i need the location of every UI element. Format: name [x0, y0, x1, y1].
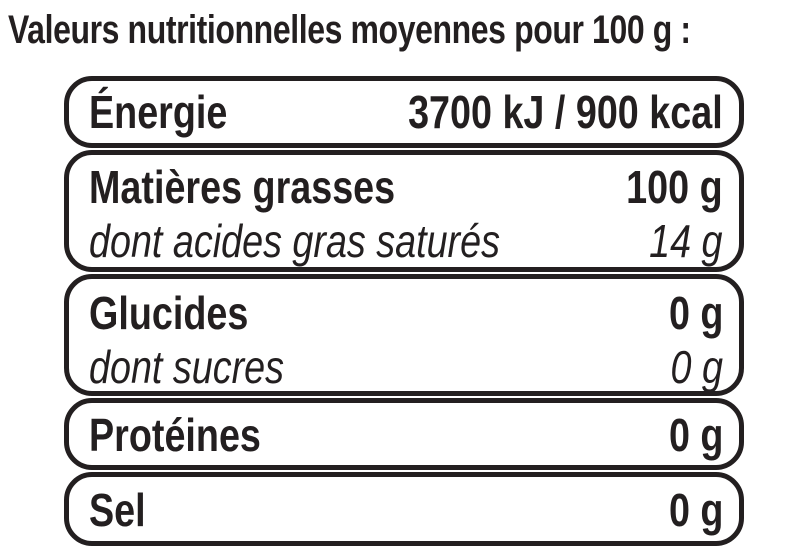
carbohydrates-value: 0 g	[668, 287, 723, 339]
fat-box	[64, 150, 744, 272]
saturated-fat-value: 14 g	[649, 215, 723, 267]
sugars-value: 0 g	[670, 341, 723, 393]
salt-label: Sel	[89, 484, 146, 536]
sugars-label: dont sucres	[89, 341, 284, 393]
protein-value: 0 g	[668, 409, 723, 461]
salt-row	[89, 484, 723, 536]
saturated-fat-row	[89, 215, 723, 267]
saturated-fat-label: dont acides gras saturés	[89, 215, 500, 267]
energy-value: 3700 kJ / 900 kcal	[408, 86, 723, 138]
carbohydrates-box	[64, 274, 744, 396]
energy-box	[64, 76, 744, 148]
protein-box	[64, 398, 744, 470]
sugars-row	[89, 341, 723, 393]
carbohydrates-label: Glucides	[89, 287, 249, 339]
fat-label: Matières grasses	[89, 161, 396, 213]
salt-box	[64, 472, 744, 546]
table-title: Valeurs nutritionnelles moyennes pour 100 g :	[8, 8, 691, 52]
salt-value: 0 g	[668, 484, 723, 536]
protein-label: Protéines	[89, 409, 261, 461]
protein-row	[89, 409, 723, 461]
fat-row	[89, 161, 723, 213]
fat-value: 100 g	[626, 161, 723, 213]
energy-row	[89, 86, 723, 138]
energy-label: Énergie	[89, 86, 228, 138]
carbohydrates-row	[89, 287, 723, 339]
